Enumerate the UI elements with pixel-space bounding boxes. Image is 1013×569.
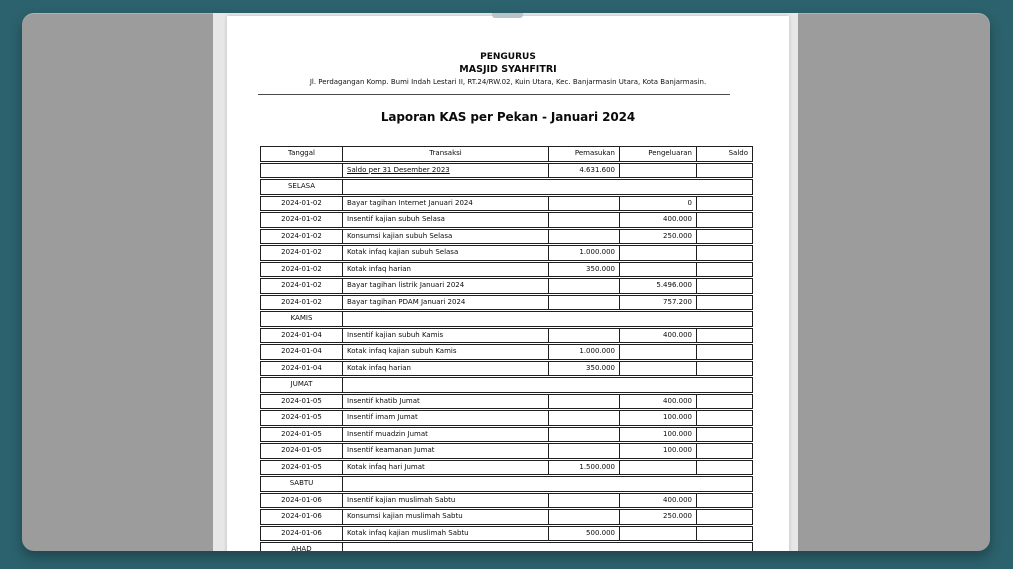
cell-pengeluaran: 5.496.000 (620, 278, 697, 294)
section-spacer (343, 542, 753, 551)
cell-saldo (697, 245, 753, 261)
day-section-row (260, 179, 753, 195)
cell-pengeluaran (620, 361, 697, 377)
cell-pengeluaran: 400.000 (620, 493, 697, 509)
cell-tanggal: 2024-01-02 (260, 196, 343, 212)
day-section-row (260, 377, 753, 393)
document-viewer-scroll-area[interactable] (213, 13, 798, 551)
cell-tanggal: 2024-01-05 (260, 443, 343, 459)
cell-tanggal: 2024-01-02 (260, 262, 343, 278)
cell-pemasukan (549, 229, 620, 245)
cell-pengeluaran: 400.000 (620, 212, 697, 228)
scroll-handle[interactable] (492, 13, 523, 18)
cell-saldo (697, 443, 753, 459)
report-title: Laporan KAS per Pekan - Januari 2024 (380, 110, 636, 124)
table-body (260, 163, 753, 552)
cell-pengeluaran: 100.000 (620, 410, 697, 426)
cell-pengeluaran: 250.000 (620, 509, 697, 525)
cell-transaksi: Insentif kajian subuh Selasa (343, 212, 549, 228)
cell-saldo (697, 394, 753, 410)
transaction-row (260, 212, 753, 228)
cell-pemasukan: 1.000.000 (549, 245, 620, 261)
cell-saldo (697, 295, 753, 311)
cell-saldo (697, 212, 753, 228)
section-spacer (343, 476, 753, 492)
cell-pengeluaran (620, 460, 697, 476)
transaction-row (260, 278, 753, 294)
cell-tanggal: 2024-01-05 (260, 427, 343, 443)
cell-pemasukan: 4.631.600 (549, 163, 620, 179)
kas-table (260, 145, 753, 551)
cell-tanggal: 2024-01-06 (260, 509, 343, 525)
cell-tanggal: 2024-01-06 (260, 526, 343, 542)
cell-tanggal: 2024-01-02 (260, 295, 343, 311)
cell-tanggal: 2024-01-02 (260, 212, 343, 228)
cell-saldo (697, 229, 753, 245)
day-section-row (260, 542, 753, 551)
cell-tanggal: 2024-01-04 (260, 328, 343, 344)
transaction-row (260, 361, 753, 377)
cell-pengeluaran: 400.000 (620, 328, 697, 344)
cell-pengeluaran: 0 (620, 196, 697, 212)
cell-pemasukan (549, 509, 620, 525)
transaction-row (260, 394, 753, 410)
cell-saldo (697, 526, 753, 542)
cell-transaksi: Kotak infaq kajian muslimah Sabtu (343, 526, 549, 542)
transaction-row (260, 245, 753, 261)
cell-saldo (697, 509, 753, 525)
org-line1: PENGURUS (480, 52, 536, 62)
cell-transaksi: Konsumsi kajian subuh Selasa (343, 229, 549, 245)
cell-transaksi: Insentif kajian subuh Kamis (343, 328, 549, 344)
cell-transaksi: Saldo per 31 Desember 2023 (343, 163, 549, 179)
transaction-row (260, 229, 753, 245)
header-pengeluaran: Pengeluaran (620, 146, 697, 162)
cell-tanggal: 2024-01-02 (260, 229, 343, 245)
cell-transaksi: Kotak infaq harian (343, 361, 549, 377)
cell-tanggal: 2024-01-05 (260, 410, 343, 426)
cell-pemasukan: 500.000 (549, 526, 620, 542)
cell-pemasukan (549, 493, 620, 509)
cell-saldo (697, 262, 753, 278)
cell-tanggal: 2024-01-02 (260, 278, 343, 294)
cell-transaksi: Kotak infaq harian (343, 262, 549, 278)
cell-pemasukan: 1.500.000 (549, 460, 620, 476)
cell-pengeluaran: 100.000 (620, 427, 697, 443)
transaction-row (260, 526, 753, 542)
header-pemasukan: Pemasukan (549, 146, 620, 162)
transaction-row (260, 344, 753, 360)
cell-transaksi: Insentif imam Jumat (343, 410, 549, 426)
cell-transaksi: Insentif keamanan Jumat (343, 443, 549, 459)
cell-transaksi: Kotak infaq kajian subuh Kamis (343, 344, 549, 360)
cell-pengeluaran (620, 245, 697, 261)
org-line2: MASJID SYAHFITRI (459, 64, 557, 75)
section-spacer (343, 179, 753, 195)
cell-transaksi: Bayar tagihan listrik Januari 2024 (343, 278, 549, 294)
transaction-row (260, 427, 753, 443)
cell-saldo (697, 460, 753, 476)
day-label: AHAD (260, 542, 343, 551)
viewer-window (22, 13, 990, 551)
cell-transaksi: Konsumsi kajian muslimah Sabtu (343, 509, 549, 525)
transaction-row (260, 509, 753, 525)
cell-pengeluaran (620, 163, 697, 179)
cell-transaksi: Insentif khatib Jumat (343, 394, 549, 410)
cell-pemasukan (549, 443, 620, 459)
cell-pemasukan: 1.000.000 (549, 344, 620, 360)
transaction-row (260, 460, 753, 476)
cell-pemasukan: 350.000 (549, 361, 620, 377)
transaction-row (260, 328, 753, 344)
transaction-row (260, 196, 753, 212)
cell-transaksi: Bayar tagihan Internet Januari 2024 (343, 196, 549, 212)
cell-tanggal: 2024-01-05 (260, 460, 343, 476)
cell-pemasukan (549, 410, 620, 426)
cell-transaksi: Insentif muadzin Jumat (343, 427, 549, 443)
cell-pengeluaran: 400.000 (620, 394, 697, 410)
cell-pengeluaran: 100.000 (620, 443, 697, 459)
cell-pemasukan: 350.000 (549, 262, 620, 278)
cell-tanggal: 2024-01-05 (260, 394, 343, 410)
transaction-row (260, 410, 753, 426)
day-label: JUMAT (260, 377, 343, 393)
cell-saldo (697, 328, 753, 344)
cell-pengeluaran: 250.000 (620, 229, 697, 245)
cell-saldo (697, 196, 753, 212)
transaction-row (260, 295, 753, 311)
document-page (227, 16, 789, 551)
cell-transaksi: Bayar tagihan PDAM Januari 2024 (343, 295, 549, 311)
cell-transaksi: Kotak infaq hari Jumat (343, 460, 549, 476)
cell-tanggal (260, 163, 343, 179)
cell-transaksi: Kotak infaq kajian subuh Selasa (343, 245, 549, 261)
cell-saldo (697, 163, 753, 179)
cell-pemasukan (549, 427, 620, 443)
section-spacer (343, 311, 753, 327)
cell-saldo (697, 278, 753, 294)
cell-tanggal: 2024-01-02 (260, 245, 343, 261)
table-header-row (260, 146, 753, 162)
day-label: SELASA (260, 179, 343, 195)
cell-saldo (697, 493, 753, 509)
cell-saldo (697, 361, 753, 377)
day-label: KAMIS (260, 311, 343, 327)
org-address: Jl. Perdagangan Komp. Bumi Indah Lestari II, RT.24/RW.02, Kuin Utara, Kec. Banjarmasin Utara, Kota Banjarmasin. (309, 78, 707, 86)
cell-saldo (697, 410, 753, 426)
cell-saldo (697, 344, 753, 360)
cell-transaksi: Insentif kajian muslimah Sabtu (343, 493, 549, 509)
transaction-row (260, 262, 753, 278)
cell-tanggal: 2024-01-04 (260, 344, 343, 360)
cell-pemasukan (549, 328, 620, 344)
cell-pengeluaran (620, 262, 697, 278)
cell-pemasukan (549, 196, 620, 212)
transaction-row (260, 493, 753, 509)
header-divider (258, 94, 730, 95)
opening-balance-row (260, 163, 753, 179)
day-label: SABTU (260, 476, 343, 492)
header-tanggal: Tanggal (260, 146, 343, 162)
cell-pengeluaran (620, 344, 697, 360)
header-saldo: Saldo (697, 146, 753, 162)
cell-pemasukan (549, 212, 620, 228)
cell-tanggal: 2024-01-04 (260, 361, 343, 377)
section-spacer (343, 377, 753, 393)
day-section-row (260, 476, 753, 492)
cell-pemasukan (549, 394, 620, 410)
day-section-row (260, 311, 753, 327)
transaction-row (260, 443, 753, 459)
cell-tanggal: 2024-01-06 (260, 493, 343, 509)
cell-pemasukan (549, 295, 620, 311)
cell-pengeluaran: 757.200 (620, 295, 697, 311)
header-transaksi: Transaksi (343, 146, 549, 162)
cell-pemasukan (549, 278, 620, 294)
cell-saldo (697, 427, 753, 443)
cell-pengeluaran (620, 526, 697, 542)
